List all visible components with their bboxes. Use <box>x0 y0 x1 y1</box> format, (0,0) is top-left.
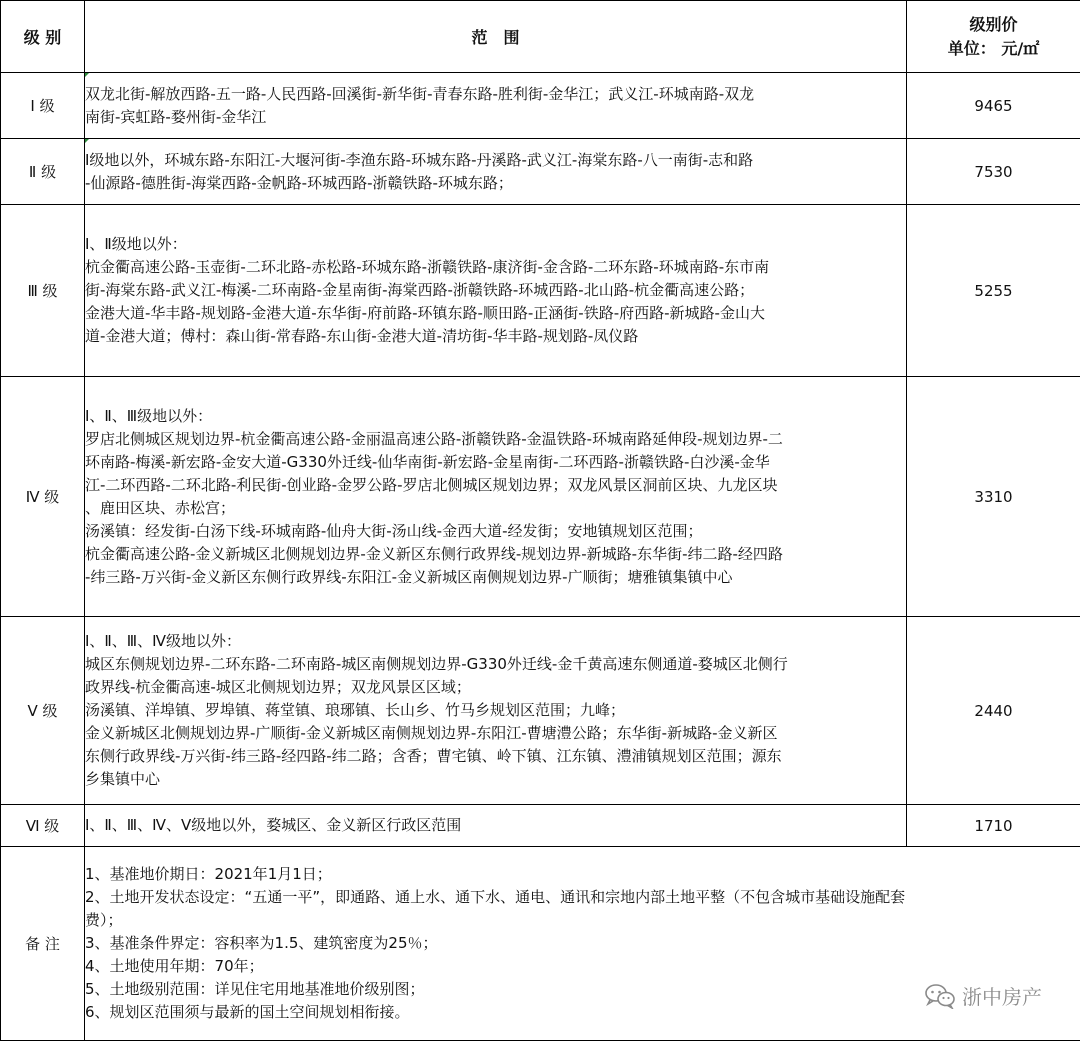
price-cell: 2440 <box>907 617 1080 805</box>
level-cell: Ⅴ 级 <box>1 617 85 805</box>
range-line: -纬三路-万兴街-金义新区东侧行政界线-东阳江-金义新城区南侧规划边界-广顺街；塘雅镇集镇中心 <box>85 566 906 589</box>
range-line: Ⅰ、Ⅱ级地以外： <box>85 233 906 256</box>
header-row <box>1 1 1080 73</box>
watermark-text: 浙中房产 <box>962 981 1042 1010</box>
range-line: -仙源路-德胜街-海棠西路-金帆路-环城西路-浙赣铁路-环城东路； <box>85 172 906 195</box>
level-cell: Ⅲ 级 <box>1 205 85 377</box>
range-cell <box>85 73 907 139</box>
table-row <box>1 377 1080 617</box>
range-line: 街-海棠东路-武义江-梅溪-二环南路-金星南街-海棠西路-浙赣铁路-环城西路-北山路-杭金衢高速公路； <box>85 279 906 302</box>
note-line: 5、土地级别范围：详见住宅用地基准地价级别图； <box>85 978 1080 1001</box>
notes-label: 备 注 <box>1 847 85 1041</box>
watermark <box>920 981 1046 1010</box>
note-line: 2、土地开发状态设定：“五通一平”，即通路、通上水、通下水、通电、通讯和宗地内部土地平整（不包含城市基础设施配套 <box>85 886 1080 909</box>
range-line: 双龙北街-解放西路-五一路-人民西路-回溪街-新华街-青春东路-胜利街-金华江；武义江-环城南路-双龙 <box>85 83 906 106</box>
table-row <box>1 73 1080 139</box>
cell-corner-mark <box>85 73 89 77</box>
level-cell: Ⅵ 级 <box>1 805 85 847</box>
range-cell <box>85 377 907 617</box>
price-cell: 3310 <box>907 377 1080 617</box>
header-price-unit: 单位： 元/㎡ <box>907 37 1080 61</box>
level-cell: Ⅰ 级 <box>1 73 85 139</box>
range-line: 东侧行政界线-万兴街-纬三路-经四路-纬二路；含香；曹宅镇、岭下镇、江东镇、澧浦镇规划区范围；源东 <box>85 745 906 768</box>
header-range: 范 围 <box>85 1 907 73</box>
range-line: 道-金港大道；傅村：森山街-常春路-东山街-金港大道-清坊街-华丰路-规划路-凤仪路 <box>85 325 906 348</box>
range-line: 金港大道-华丰路-规划路-金港大道-东华街-府前路-环镇东路-顺田路-正涵街-铁路-府西路-新城路-金山大 <box>85 302 906 325</box>
note-line: 1、基准地价期日：2021年1月1日； <box>85 863 1080 886</box>
table-row <box>1 805 1080 847</box>
range-cell <box>85 139 907 205</box>
range-line: 杭金衢高速公路-玉壶街-二环北路-赤松路-环城东路-浙赣铁路-康济街-金含路-二环东路-环城南路-东市南 <box>85 256 906 279</box>
header-price <box>907 1 1080 73</box>
range-cell <box>85 805 907 847</box>
range-line: 乡集镇中心 <box>85 768 906 791</box>
range-line: 环南路-梅溪-新宏路-金安大道-G330外迁线-仙华南街-新宏路-金星南街-二环西路-浙赣铁路-白沙溪-金华 <box>85 451 906 474</box>
range-line: 罗店北侧城区规划边界-杭金衢高速公路-金丽温高速公路-浙赣铁路-金温铁路-环城南路延伸段-规划边界-二 <box>85 428 906 451</box>
range-line: 汤溪镇、洋埠镇、罗埠镇、蒋堂镇、琅琊镇、长山乡、竹马乡规划区范围；九峰； <box>85 699 906 722</box>
range-line: 政界线-杭金衢高速-城区北侧规划边界；双龙风景区区域； <box>85 676 906 699</box>
range-line: Ⅰ、Ⅱ、Ⅲ、Ⅳ、Ⅴ级地以外，婺城区、金义新区行政区范围 <box>85 814 906 837</box>
header-level: 级 别 <box>1 1 85 73</box>
range-line: 南街-宾虹路-婺州街-金华江 <box>85 106 906 129</box>
range-line: 汤溪镇：经发街-白汤下线-环城南路-仙舟大街-汤山线-金西大道-经发街；安地镇规划区范围； <box>85 520 906 543</box>
price-cell: 9465 <box>907 73 1080 139</box>
range-cell <box>85 205 907 377</box>
range-line: 杭金衢高速公路-金义新城区北侧规划边界-金义新区东侧行政界线-规划边界-新城路-东华街-纬二路-经四路 <box>85 543 906 566</box>
range-line: 江-二环西路-二环北路-利民街-创业路-金罗公路-罗店北侧城区规划边界；双龙风景区洞前区块、九龙区块 <box>85 474 906 497</box>
cell-corner-mark <box>85 139 89 143</box>
header-price-title: 级别价 <box>907 13 1080 37</box>
range-cell <box>85 617 907 805</box>
price-cell: 1710 <box>907 805 1080 847</box>
table-row <box>1 617 1080 805</box>
table-row <box>1 205 1080 377</box>
table-row <box>1 139 1080 205</box>
range-line: 城区东侧规划边界-二环东路-二环南路-城区南侧规划边界-G330外迁线-金千黄高速东侧通道-婺城区北侧行 <box>85 653 906 676</box>
notes-cell <box>85 847 1080 1041</box>
notes-row <box>1 847 1080 1041</box>
price-cell: 7530 <box>907 139 1080 205</box>
range-line: 金义新城区北侧规划边界-广顺街-金义新城区南侧规划边界-东阳江-曹塘澧公路；东华街-新城路-金义新区 <box>85 722 906 745</box>
note-line: 4、土地使用年期：70年； <box>85 955 1080 978</box>
wechat-icon <box>924 983 956 1009</box>
level-cell: Ⅳ 级 <box>1 377 85 617</box>
range-line: Ⅰ、Ⅱ、Ⅲ级地以外： <box>85 405 906 428</box>
note-line: 费）； <box>85 909 1080 932</box>
range-line: Ⅰ、Ⅱ、Ⅲ、Ⅳ级地以外： <box>85 630 906 653</box>
range-line: Ⅰ级地以外，环城东路-东阳江-大堰河街-李渔东路-环城东路-丹溪路-武义江-海棠东路-八一南街-志和路 <box>85 149 906 172</box>
note-line: 3、基准条件界定：容积率为1.5、建筑密度为25％； <box>85 932 1080 955</box>
level-cell: Ⅱ 级 <box>1 139 85 205</box>
price-cell: 5255 <box>907 205 1080 377</box>
range-line: 、鹿田区块、赤松宫； <box>85 497 906 520</box>
note-line: 6、规划区范围须与最新的国土空间规划相衔接。 <box>85 1001 1080 1024</box>
